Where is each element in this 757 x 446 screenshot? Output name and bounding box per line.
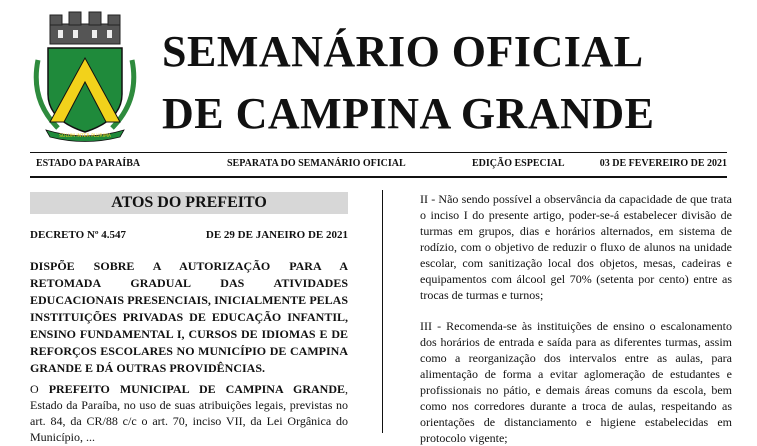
decree-number: DECRETO Nº 4.547	[30, 229, 127, 241]
separata-label: SEPARATA DO SEMANÁRIO OFICIAL	[227, 158, 406, 169]
decree-date: DE 29 DE JANEIRO DE 2021	[205, 229, 348, 241]
edition-date: 03 DE FEVEREIRO DE 2021	[599, 158, 727, 169]
paragraph-iii: III - Recomenda-se às instituições de ensino o escalonamento dos horários de entrada e saída para as diferentes turmas, assim como a reorganização dos intervalos entre as aulas, para alimentação de forma a evitar aglomeração de estudantes e profissionais no pátio, e demais áreas comuns da escola, bem como nos corredores durante a troca de aulas, respeitando as orientações de distanciamento e higiene estabelecidas em protocolo vigente;	[420, 319, 732, 445]
edition-info-bar	[30, 158, 727, 172]
header-rule-bottom	[30, 176, 727, 178]
ementa-line: REFORÇOS ESCOLARES NO MUNICÍPIO DE CAMPINA	[30, 344, 348, 358]
decree-preamble	[30, 381, 348, 444]
section-heading: ATOS DO PREFEITO	[30, 192, 348, 214]
column-divider	[382, 190, 383, 433]
ementa-line: RETOMADA GRADUAL DAS ATIVIDADES	[30, 276, 348, 290]
ementa-line: DISPÕE SOBRE A AUTORIZAÇÃO PARA A	[30, 259, 348, 273]
state-label: ESTADO DA PARAÍBA	[36, 158, 141, 169]
ementa-line: GRANDE E DÁ OUTRAS PROVIDÊNCIAS.	[30, 361, 266, 375]
decree-ementa	[30, 258, 348, 377]
ementa-line: ENSINO FUNDAMENTAL I, CURSOS DE IDIOMAS E DE	[30, 327, 348, 341]
paragraph-ii: II - Não sendo possível a observância da capacidade de que trata o inciso I do presente artigo, poder-se-á estabelecer divisão de turmas em grupos, dias e horários alternados, em sistema de rodízio, com o objetivo de reduzir o fluxo de alunos na unidade escolar, com sanitização local dos objetos, mesas, cadeiras e equipamentos com álcool gel 70% (setenta por cento) entre as trocas de turmas e turnos;	[420, 192, 732, 302]
masthead-title-line2: DE CAMPINA GRANDE	[162, 89, 655, 138]
ementa-line: INSTITUIÇÕES PRIVADAS DE EDUCAÇÃO INFANTIL,	[30, 310, 348, 324]
ementa-line: EDUCACIONAIS PRESENCIAIS, INICIALMENTE PELAS	[30, 293, 348, 307]
masthead-title-line1: SEMANÁRIO OFICIAL	[162, 27, 644, 76]
header-rule-top	[30, 152, 727, 153]
preamble-prefix: O	[30, 382, 49, 396]
preamble-authority: PREFEITO MUNICIPAL DE CAMPINA GRANDE	[48, 382, 345, 396]
edition-label: EDIÇÃO ESPECIAL	[472, 158, 565, 169]
preamble-text: , Estado da Paraíba, no uso de suas atribuições legais, previstas no art. 84, da CR/88 c/c o art. 70, inciso VII, da Lei Orgânica do Município, ...	[30, 382, 348, 444]
city-coat-of-arms-logo	[28, 10, 142, 142]
crest-motto-text: SOLUM INTER PLURIMA	[59, 134, 111, 139]
